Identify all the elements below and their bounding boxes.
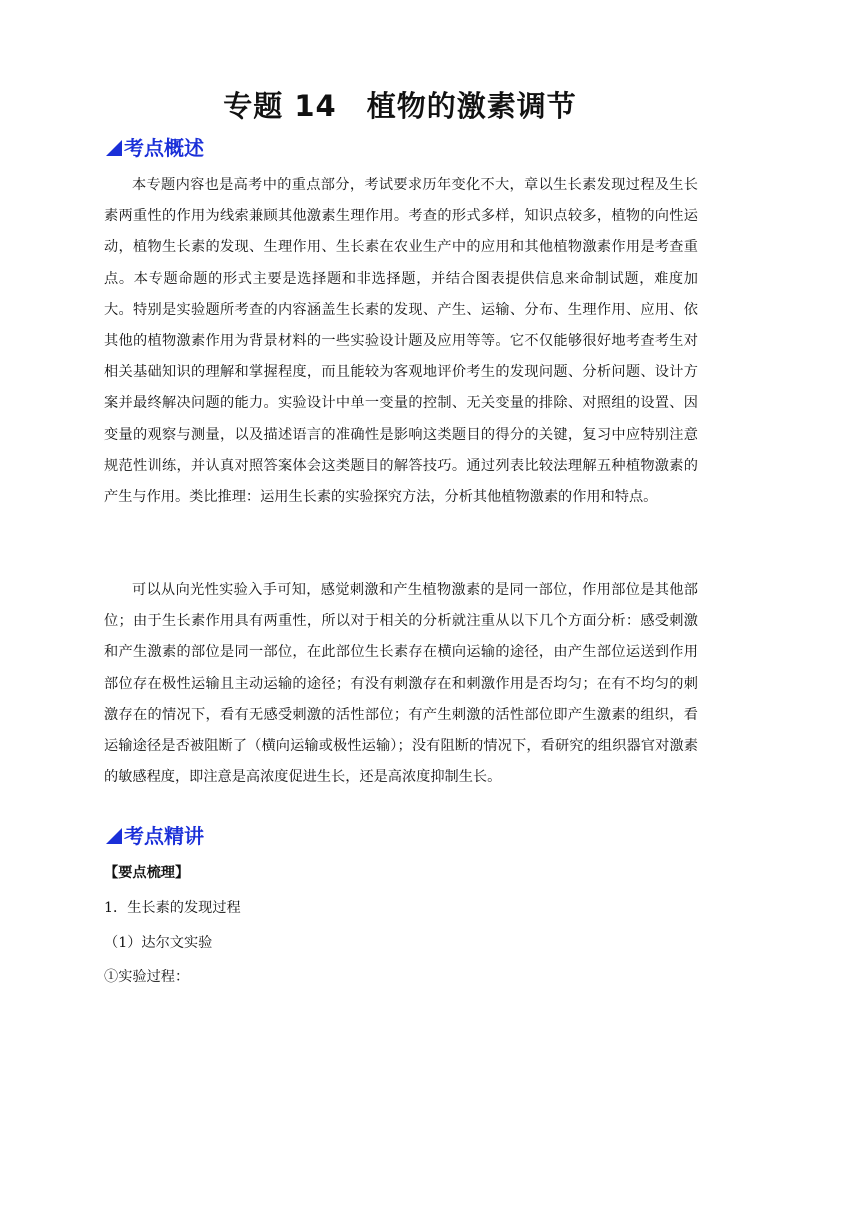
section-heading-label: 考点精讲 — [124, 824, 204, 848]
overview-paragraph-2: 可以从向光性实验入手可知，感觉刺激和产生植物激素的是同一部位，作用部位是其他部位；由于生长素作用具有两重性，所以对于相关的分析就注重从以下几个方面分析：感受刺激和产生激素的部位是同一部位，在此部位生长素存在横向运输的途径，由产生部位运送到作用部位存在极性运输且主动运输的途径；有没有刺激存在和刺激作用是否均匀；在有不均匀的刺激存在的情况下，看有无感受刺激的活性部位；有产生刺激的活性部位即产生激素的组织，看运输途径是否被阻断了（横向运输或极性运输）；没有阻断的情况下，看研究的组织器官对激素的敏感程度，即注意是高浓度促进生长，还是高浓度抑制生长。 — [104, 582, 698, 786]
list-item: （1）达尔文实验 — [104, 935, 213, 951]
list-item: 1．生长素的发现过程 — [104, 900, 241, 916]
list-item: ①实验过程： — [104, 969, 190, 985]
section-heading-lecture — [106, 820, 204, 849]
section-heading-label: 考点概述 — [124, 136, 204, 160]
triangle-marker-icon — [106, 828, 122, 844]
page-title: 专题 14 植物的激素调节 — [223, 89, 577, 123]
overview-paragraph-1: 本专题内容也是高考中的重点部分，考试要求历年变化不大，章以生长素发现过程及生长素两重性的作用为线索兼顾其他激素生理作用。考查的形式多样，知识点较多，植物的向性运动，植物生长素的发现、生理作用、生长素在农业生产中的应用和其他植物激素作用是考查重点。本专题命题的形式主要是选择题和非选择题，并结合图表提供信息来命制试题，难度加大。特别是实验题所考查的内容涵盖生长素的发现、产生、运输、分布、生理作用、应用、依其他的植物激素作用为背景材料的一些实验设计题及应用等等。它不仅能够很好地考查考生对相关基础知识的理解和掌握程度，而且能较为客观地评价考生的发现问题、分析问题、设计方案并最终解决问题的能力。实验设计中单一变量的控制、无关变量的排除、对照组的设置、因变量的观察与测量，以及描述语言的准确性是影响这类题目的得分的关键，复习中应特别注意规范性训练，并认真对照答案体会这类题目的解答技巧。通过列表比较法理解五种植物激素的产生与作用。类比推理：运用生长素的实验探究方法，分析其他植物激素的作用和特点。 — [104, 177, 698, 506]
key-points-subheading: 【要点梳理】 — [104, 865, 190, 881]
triangle-marker-icon — [106, 140, 122, 156]
section-heading-overview — [106, 132, 204, 161]
